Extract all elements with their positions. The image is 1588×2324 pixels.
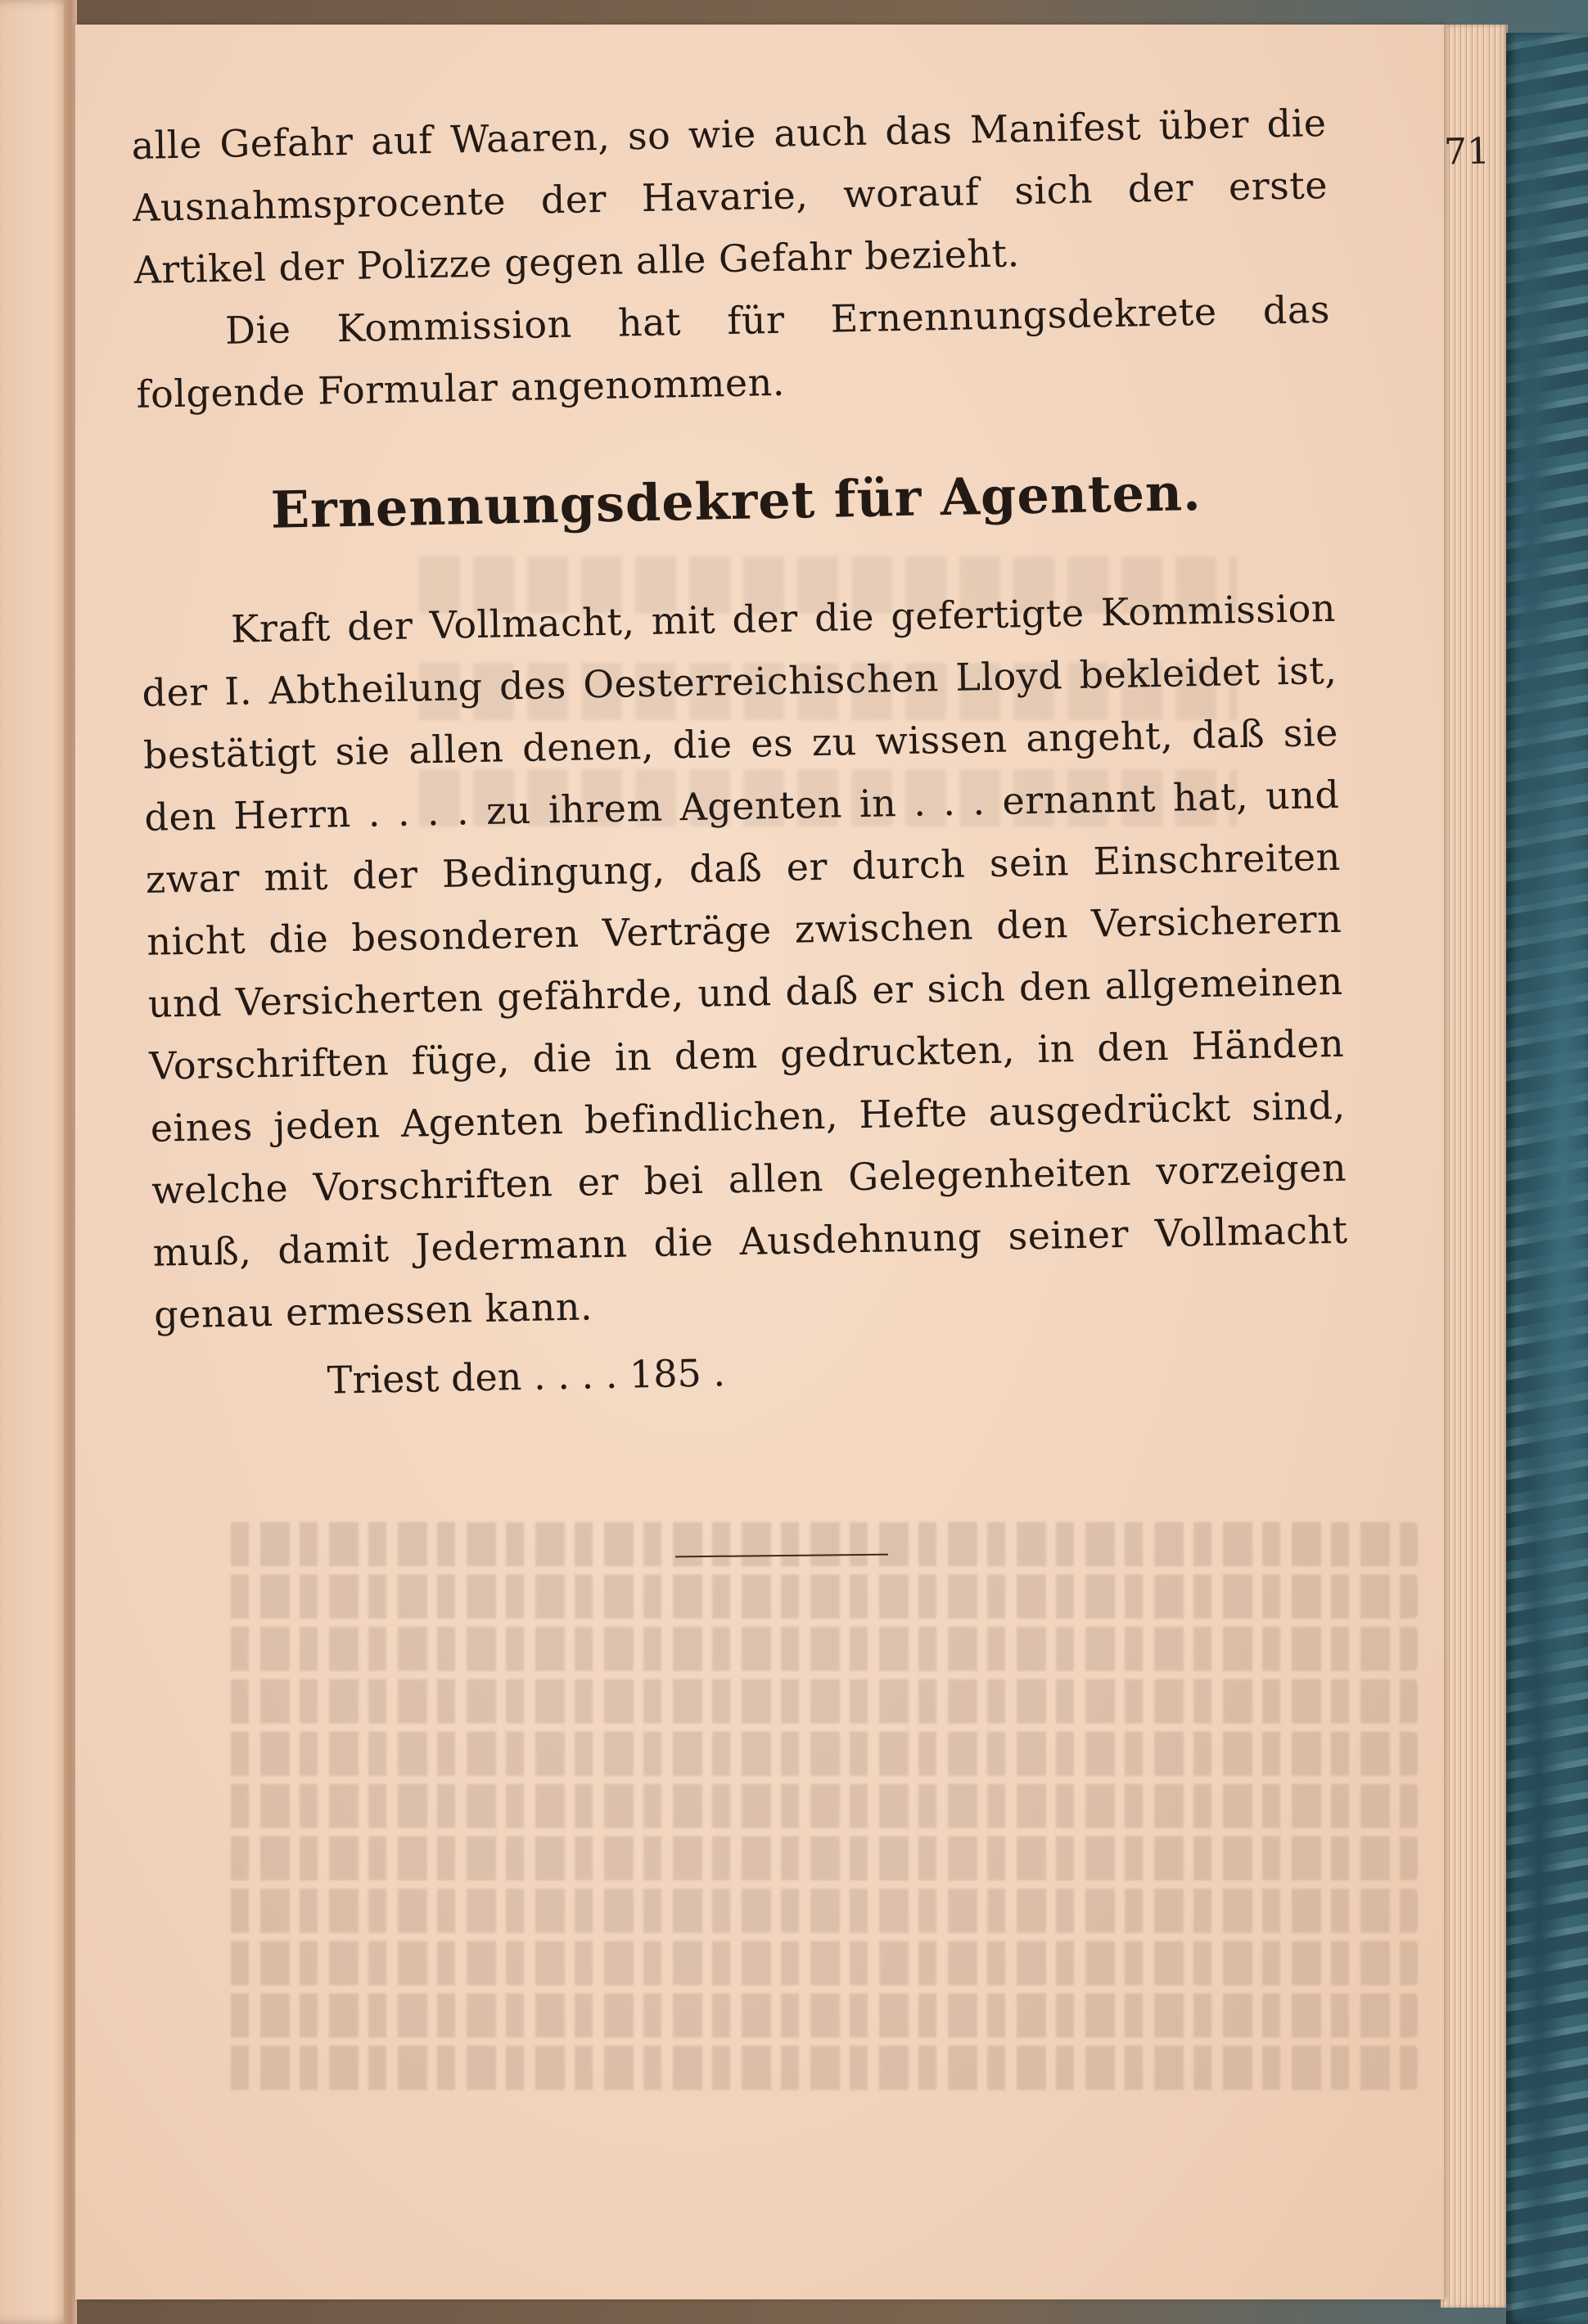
date-line: Triest den . . . . 185 . (327, 1350, 726, 1403)
previous-page-edge (0, 0, 74, 2324)
page-number: 71 (1443, 130, 1491, 173)
decree-paragraph: Kraft der Vollmacht, mit der die gefertigte Kommission der I. Abtheilung des Oesterreichischen Lloyd bekleidet ist, bestätigt sie allen denen, die es zu wissen angeht, daß sie den Herrn . . . . zu ihrem Agenten in . . . ernannt hat, und zwar mit der Bedingung, daß er durch sein Einschreiten nicht die besonderen Verträge zwischen den Versicherern und Versicherten gefährde, und daß er sich den allgemeinen Vorschriften füge, die in dem gedruckten, in den Händen eines jeden Agenten befindlichen, Hefte ausgedrückt sind, welche Vorschriften er bei allen Gelegenheiten vorzeigen muß, damit Jedermann die Ausdehnung seiner Vollmacht genau ermessen kann. (142, 585, 1348, 1337)
show-through-text (223, 1522, 1418, 2160)
section-heading: Ernennungsdekret für Agenten. (270, 462, 1202, 540)
page-text (131, 92, 1351, 1415)
page-edges (1441, 25, 1508, 2308)
paragraph-continuation: alle Gefahr auf Waaren, so wie auch das Manifest über die Ausnahmsprocente der Havarie, worauf sich der erste Artikel der Polizze gegen alle Gefahr bezieht. (131, 100, 1329, 292)
marbled-cover (1506, 33, 1588, 2324)
paragraph-commission: Die Kommission hat für Ernennungsdekrete das folgende Formular angenommen. (136, 286, 1331, 417)
